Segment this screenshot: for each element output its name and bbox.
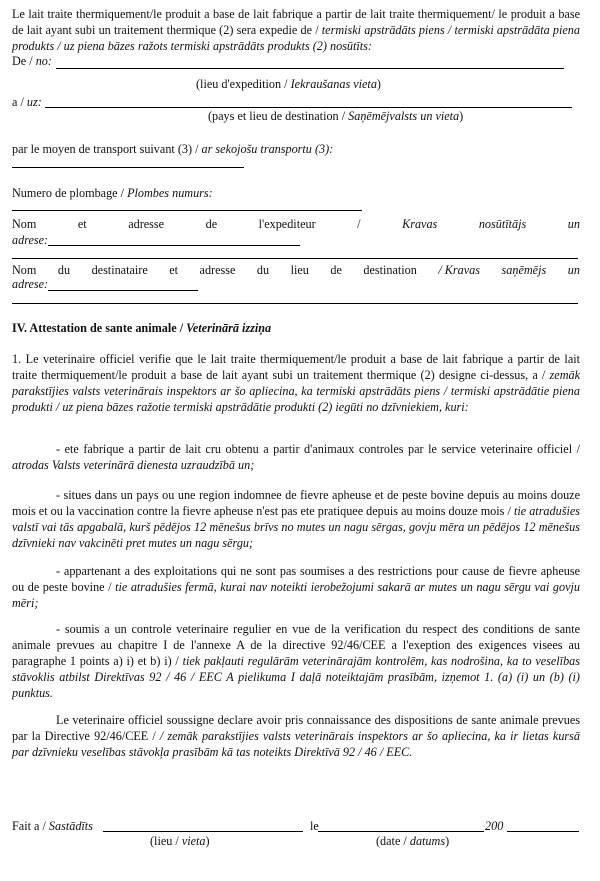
year-label: 200 <box>485 819 504 833</box>
condition-3: - appartenant a des exploitations qui ne sont pas soumises a des restrictions pour cause de fievre apheuse ou de peste bovine / tie atradušies fermā, kurai nav noteikti ierobežojumi sakarā ar mutes un nagu sērgu vai govju mēri; <box>12 564 580 610</box>
consignee-field[interactable] <box>48 290 198 291</box>
seal-label: Numero de plombage / Plombes numurs: <box>12 186 213 200</box>
condition-4: - soumis a un controle veterinaire regulier en vue de la verification du respect des conditions de sante animale prevues au chapitre I de l'annexe A de la directive 92/46/CEE a l'exeption des exigences visees au paragraphe 1 points a) i) et b) i) / tiek pakļauti regulārām veterinārajām kontrolēm, kas nodrošina, ka to veselības stāvoklis atbilst Direktīvas 92 / 46 / EEC A pielikuma I daļā noteiktajām prasībām, izņemot 1. (a) (i) un (b) (i) punktus. <box>12 622 580 700</box>
section-heading: IV. Attestation de sante animale / Veterinārā izziņa <box>12 321 272 335</box>
from-label: De / no: <box>12 54 52 68</box>
from-caption: (lieu d'expedition / Iekraušanas vieta) <box>196 77 381 91</box>
intro-paragraph: Le lait traite thermiquement/le produit a base de lait fabrique a partir de lait traite thermiquement/ le produit a base de lait ayant subi un traitement thermique (2) sera expedie de / termiski apstrādāts piens / termiski apstrādāta piena produkts / uz piena bāzes ražots termiski apstrādāts produkts (2) nosūtīts: <box>12 7 580 53</box>
declaration-paragraph: Le veterinaire officiel soussigne declare avoir pris connaissance des dispositions de sante animale prevues par la Directive 92/46/CEE / / zemāk parakstījies valsts veterinārais inspektors ar šo apliecina, ka ir lietas kursā par dzīvnieku veselības stāvokļa prasībām kā tas noteikts Direktīvā 92 / 46 / EEC. <box>12 713 581 759</box>
consignee-label: Nom du destinataire et adresse du lieu de destination / Kravas saņēmējs un <box>12 263 580 277</box>
place-caption: (lieu / vieta) <box>150 834 210 848</box>
transport-label: par le moyen de transport suivant (3) / ar sekojošu transportu (3): <box>12 142 334 156</box>
date-caption: (date / datums) <box>376 834 450 848</box>
consignor-field-2[interactable] <box>12 258 578 259</box>
date-field[interactable] <box>318 831 484 832</box>
on-label: le <box>310 819 319 833</box>
done-at-label: Fait a / Sastādīts <box>12 819 93 833</box>
consignor-label: Nom et adresse de l'expediteur / Kravas nosūtītājs un <box>12 217 580 231</box>
paragraph-1: 1. Le veterinaire officiel verifie que le lait traite thermiquement/le produit a base de lait fabrique a partir de lait traite thermiquement/le produit a base de lait ayant subi un traitement thermique (2) designe ci-dessus, a / zemāk parakstījies valsts veterinārais inspektors ar šo apliecina, ka termiski apstrādāts piens / termiski apstrādātie piena produkti / uz piena bāzes ražotie termiski apstrādātie produkti (2) iegūti no dzīvniekiem, kuri: <box>12 352 581 414</box>
consignee-adrese: adrese: <box>12 277 49 291</box>
from-field[interactable] <box>56 68 564 69</box>
to-label: a / uz: <box>12 95 42 109</box>
to-caption: (pays et lieu de destination / Saņēmējvalsts un vieta) <box>208 109 464 123</box>
transport-field[interactable] <box>12 167 244 168</box>
condition-1: - ete fabrique a partir de lait cru obtenu a partir d'animaux controles par le service veterinaire officiel / atrodas Valsts veterinārā dienesta uzraudzībā un; <box>12 442 580 472</box>
year-field[interactable] <box>507 831 579 832</box>
seal-field[interactable] <box>12 210 362 211</box>
condition-2: - situes dans un pays ou une region indomnee de fievre apheuse et de peste bovine depuis au moins douze mois et ou la vaccination contre la fievre apheuse n'est pas ete pratiquee depuis au moins douze mois / tie atradušies valstī vai tās apgabalā, kurš pēdējos 12 mēnešus brīvs no mutes un nagu sērgas, govju mēra un pēdējos 12 mēnešus dzīvnieki nav vakcinēti pret mutes un nagu sērgu; <box>12 488 580 550</box>
consignee-field-2[interactable] <box>12 303 578 304</box>
consignor-field[interactable] <box>48 245 300 246</box>
place-field[interactable] <box>103 831 303 832</box>
consignor-adrese: adrese: <box>12 233 49 247</box>
